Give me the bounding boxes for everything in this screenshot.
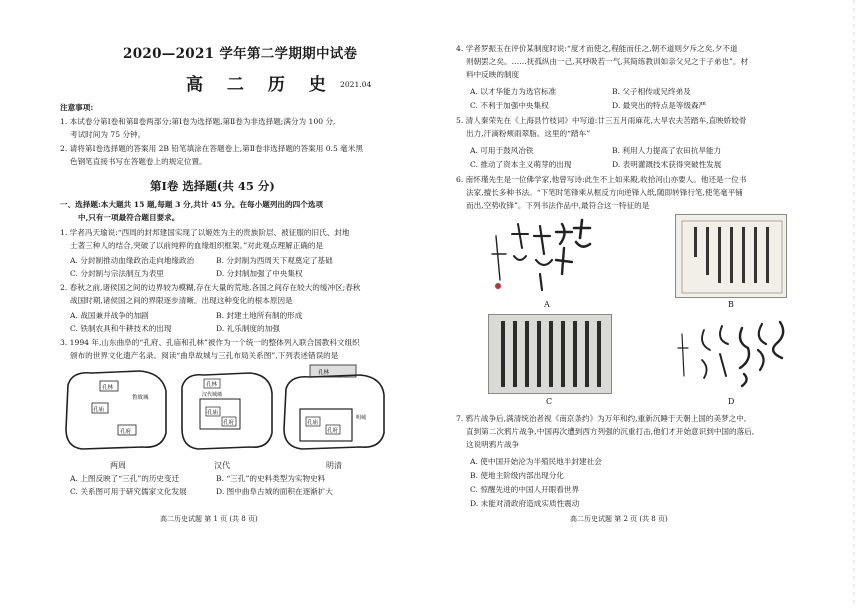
calligraphy-strokes-c: [489, 315, 613, 395]
q2-option-a[interactable]: A. 战国兼并战争的加剧: [70, 311, 149, 320]
map-han-label: 汉代城墙: [202, 392, 223, 398]
q2-option-b[interactable]: B. 封建土地所有制的形成: [216, 311, 303, 320]
q3-stem: 颁布的世界文化遗产名录。阅读“曲阜故城与三孔布局关系图”,下列表述错误的是: [70, 351, 339, 360]
q3-option-c[interactable]: C. 关系图可用于研究儒家文化发展: [70, 487, 187, 496]
q4-option-c[interactable]: C. 不利于加强中央集权: [470, 101, 549, 110]
map-caption-han: 汉代: [214, 461, 230, 470]
q6-stem: 6. 南怀瑾先生是一位佛学家,他曾写诗:此生不上如来殿,收拾河山亦要人。他还是一位书: [456, 175, 747, 184]
section-title: 第Ⅰ卷 选择题(共 45 分): [150, 179, 275, 193]
q4-stem: 料中反映的制度: [466, 70, 520, 79]
notice-heading: 注意事项:: [60, 103, 94, 112]
q7-stem: 直到第二次鸦片战争,中国再次遭到西方列强的沉重打击,他们才开始意识到中国的落后,: [466, 427, 755, 436]
notice-line: 1. 本试卷分第Ⅰ卷和第Ⅱ卷两部分;第Ⅰ卷为选择题,第Ⅱ卷为非选择题;满分为 100 分,: [60, 117, 336, 126]
image-label-c: C: [546, 397, 553, 406]
calligraphy-image-d[interactable]: [670, 314, 798, 394]
exam-title: 2020—2021 学年第二学期期中试卷: [123, 46, 358, 62]
exam-date: 2021.04: [340, 80, 372, 89]
map-zhou: [62, 363, 172, 455]
q7-option-a[interactable]: A. 使中国开始沦为半殖民地半封建社会: [470, 457, 602, 466]
q1-stem: 1. 学者冯天瑜说:“西周的封邦建国实现了以姬姓为主的贵族阶层、被征服的旧氏、封地: [60, 228, 350, 237]
calligraphy-strokes-b: [676, 215, 788, 299]
map-caption-zhou: 两周: [110, 461, 126, 470]
q4-stem: 则朝罢之矣。……抚孤纵由一己,其呼吸若一气,其简练教训如亲父兄之于子弟也”。材: [466, 57, 749, 66]
q7-option-b[interactable]: B. 使地主阶级内部出现分化: [470, 471, 564, 480]
instruction-line: 中,只有一项最符合题目要求。: [78, 213, 180, 222]
q7-stem: 7. 鸦片战争后,满清统治者视《南京条约》为万年和约,重新沉睡于天朝上国的美梦之中,: [456, 414, 747, 423]
q5-option-a[interactable]: A. 可用于鼓风冶铁: [470, 146, 534, 155]
subject-title: 高 二 历 史: [186, 75, 335, 95]
q4-stem: 4. 学者罗振玉在评价某制度时说:“度才而使之,程能而任之,朝不道则夕斥之矣,夕不道: [456, 44, 738, 53]
q1-option-d[interactable]: D. 分封制加强了中央集权: [216, 269, 303, 278]
q2-stem: 2. 春秋之前,诸侯国之间的边界较为模糊,存在大量的荒地,各国之间存在较大的缓冲区;春秋: [60, 283, 361, 292]
map-mq-label: 孔庙: [307, 420, 319, 426]
map-ming-qing: [280, 363, 390, 455]
q5-option-c[interactable]: C. 推动了资本主义萌芽的出现: [470, 160, 572, 169]
image-label-d: D: [728, 397, 735, 406]
page-footer: 高二历史试题 第 2 页 (共 8 页): [570, 515, 668, 523]
q6-stem: 而出,空势收锋”。下列书法作品中,最符合这一特征的是: [466, 201, 650, 210]
q1-stem: 土著三种人的结合,突破了以前纯粹的血缘组织框架。”对此观点理解正确的是: [70, 241, 324, 250]
image-label-a: A: [544, 300, 550, 309]
q4-option-b[interactable]: B. 父子相传或兄终弟及: [612, 87, 691, 96]
map-han-label: 孔林: [206, 382, 218, 388]
page-footer: 高二历史试题 第 1 页 (共 8 页): [160, 515, 258, 523]
calligraphy-strokes-d: [670, 314, 798, 394]
q3-option-b[interactable]: B. “三孔”的史料类型为实物史料: [216, 474, 326, 483]
q4-option-a[interactable]: A. 以才华能力为选官标准: [470, 87, 557, 96]
notice-line: 考试时间为 75 分钟。: [70, 130, 146, 139]
map-mq-label: 明城: [356, 415, 367, 421]
q4-option-d[interactable]: D. 最突出的特点是等级森严: [612, 101, 707, 110]
exam-page-2: [430, 0, 860, 608]
q1-option-c[interactable]: C. 分封制与宗法制互为表里: [70, 269, 164, 278]
image-label-b: B: [728, 300, 734, 309]
q2-stem: 战国时期,诸侯国之间的界限逐步清晰。出现这种变化的根本原因是: [70, 296, 293, 305]
q2-option-c[interactable]: C. 铁制农具和牛耕技术的出现: [70, 324, 172, 333]
calligraphy-strokes-a: [482, 214, 610, 298]
q7-option-d[interactable]: D. 未能对清政府造成实质性震动: [470, 499, 580, 508]
calligraphy-image-a[interactable]: [482, 214, 610, 298]
q6-stem: 法家,擅长多种书法。“下笔时笔锋乘从框反方向逆锋入纸,随即转锋行笔,使笔毫平铺: [466, 188, 743, 197]
notice-line: 2. 请将第Ⅰ卷选择题的答案用 2B 铅笔填涂在答题卷上,第Ⅱ卷非选择题的答案用 0.5 毫米黑: [60, 144, 363, 153]
map-zhou-label: 孔府: [120, 429, 132, 435]
calligraphy-image-b[interactable]: [675, 214, 787, 298]
q3-option-d[interactable]: D. 图中曲阜古城的面积在逐渐扩大: [216, 487, 333, 496]
q1-option-a[interactable]: A. 分封制推动血缘政治走向地缘政治: [70, 256, 195, 265]
q5-stem: 出力,汗滴粉颊雨翠脂。这里的“踏车”: [466, 129, 591, 138]
calligraphy-image-c[interactable]: [488, 314, 612, 394]
instruction-line: 一、选择题:本大题共 15 题,每题 3 分,共计 45 分。在每小题列出的四个选项: [60, 200, 323, 209]
q5-stem: 5. 清人秦荣先在《上海县竹枝词》中写道:廿三五月雨麻花,大旱农夫苦踏车,直映娇姣骨: [456, 116, 747, 125]
binding-edge-marks: [846, 0, 860, 608]
map-zhou-label: 孔林: [102, 385, 114, 391]
q7-stem: 这说明鸦片战争: [466, 440, 520, 449]
notice-line: 色钢笔直接书写在答题卷上的规定位置。: [70, 157, 207, 166]
q1-option-b[interactable]: B. 分封制为西周天下观奠定了基础: [216, 256, 333, 265]
map-han: [176, 363, 276, 455]
q3-option-a[interactable]: A. 上图反映了“三孔”的历史变迁: [70, 474, 180, 483]
q3-stem: 3. 1994 年,山东曲阜的“孔府、孔庙和孔林”被作为一个统一的整体列入联合国教科文组织: [60, 338, 360, 347]
map-zhou-label: 孔庙: [93, 407, 105, 413]
map-caption-ming-qing: 明清: [326, 461, 342, 470]
q2-option-d[interactable]: D. 礼乐制度的加强: [216, 324, 280, 333]
map-han-label: 孔庙: [207, 410, 219, 416]
q7-option-c[interactable]: C. 惊醒先进的中国人开眼看世界: [470, 485, 580, 494]
map-han-label: 孔府: [223, 420, 235, 426]
map-mq-label: 孔林: [318, 370, 330, 376]
map-mq-label: 孔府: [327, 428, 339, 434]
q5-option-d[interactable]: D. 表明灌溉技术获得突破性发展: [612, 160, 722, 169]
q5-option-b[interactable]: B. 利用人力提高了农田抗旱能力: [612, 146, 722, 155]
map-zhou-label: 鲁故城: [132, 395, 149, 401]
